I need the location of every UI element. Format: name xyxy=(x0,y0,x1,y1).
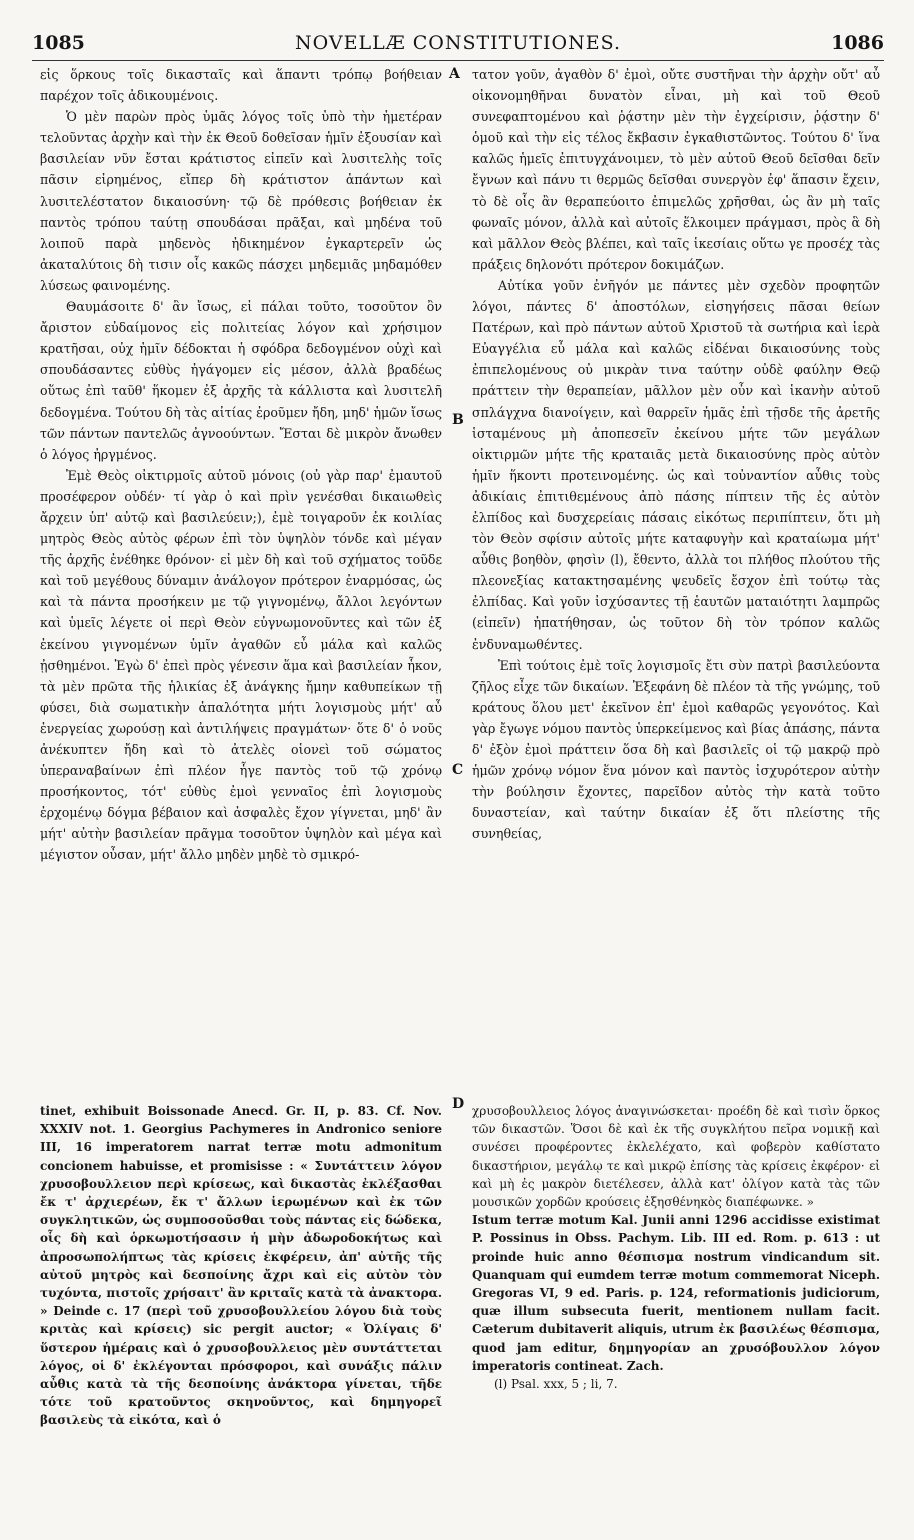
margin-letter-c: C xyxy=(452,762,464,778)
right-paragraph-1: τατον γοῦν, ἀγαθὸν δ' ἐμοὶ, οὔτε συστῆναι τὴν ἀρχὴν οὔτ' αὖ οἰκονομηθῆναι δυνατὸν εἶναι, μὴ καὶ τοῦ Θεοῦ συνεφαπτομένου καὶ ῥᾴστην μὲν τὴν ἐγχείρισιν, ῥᾴστην δ' ὁμοῦ καὶ τὴν εἰς τέλος ἔκβασιν ἐγκαθιστῶντος. Τούτου δ' ἵνα καλῶς ἡμεῖς ἐπιτυγχάνοιμεν, τὸ μὲν αὐτοῦ Θεοῦ δεῖσθαι δεῖν ἔγνων καὶ πάνυ τι θερμῶς δεῖσθαι συνεργὸν ἐφ' ἅπασιν ἔχειν, τὸ δὲ οἷς ἂν θεραπεύοιτο ἐπιμελῶς χρῆσθαι, ὡς ἂν μὴ ταῖς φωναῖς μόνον, ἀλλὰ καὶ αὐτοῖς ἕλκοιμεν πράγμασι, πρὸς ἃ δὴ καὶ μᾶλλον Θεὸς βλέπει, καὶ ταῖς ἱκεσίαις οὕτω γε προσέχ τὰς πράξεις δηλονότι πρότερον δοκιμάζων. xyxy=(472,67,880,272)
page-number-left: 1085 xyxy=(32,32,85,54)
left-paragraph-3: Θαυμάσοιτε δ' ἂν ἴσως, εἰ πάλαι τοῦτο, τοσοῦτον ὂν ἄριστον εὐδαίμονος εἰς πολιτείας λόγον καὶ χρήσιμον κρατῆσαι, οὐχ ἡμῖν δέδοκται ἡ σφόδρα δεδογμένον οὐχὶ καὶ σπουδάσαντες εὐθὺς ἠγάγομεν εἰς μέσον, ἀλλὰ βραδέως οὕτως ἐπὶ ταῦθ' ἥκομεν ἐξ ἀρχῆς τὰ κάλλιστα καὶ λυσιτελῆ δεδογμένα. Τούτου δὴ τὰς αἰτίας ἐροῦμεν ἤδη, μηδ' ἡμῶν ἴσως τῶν πάντων παντελῶς ἀγνοούντων. Ἔσται δὲ μικρὸν ἄνωθεν ὁ λόγος ἠργμένος. xyxy=(40,299,442,462)
footnote-reference: (l) Psal. xxx, 5 ; li, 7. xyxy=(494,1377,618,1392)
right-column xyxy=(472,64,880,844)
left-paragraph-2: Ὁ μὲν παρὼν πρὸς ὑμᾶς λόγος τοῖς ὑπὸ τὴν ἡμετέραν τελοῦντας ἀρχὴν καὶ τὴν ἐκ Θεοῦ δοθεῖσαν ἡμῖν ἐξουσίαν καὶ βασιλείαν νῦν ἔσται κράτιστος εἰπεῖν καὶ λυσιτελὴς τοῖς πᾶσιν εἰρημένος, εἴπερ δὴ κράτιστον ἁπάντων καὶ λυσιτελέστατον δικαιοσύνη· τῷ δὲ πρόθεσις βοήθειαν ἐκ παντὸς τρόπου ταύτῃ σπουδάσαι πρᾶξαι, καὶ μηδένα τοῦ λοιποῦ παρὰ μηδενὸς ἠδικημένον ἐγκαρτερεῖν ὡς ἀκαταλύτοις δὴ τισιν οἷς κακῶς πάσχει μηδεμιᾶς μηδαμόθεν λύσεως φαινομένης. xyxy=(40,109,442,293)
margin-letter-d: D xyxy=(452,1096,465,1112)
footnotes-left xyxy=(40,1102,442,1430)
page-number-right: 1086 xyxy=(831,32,884,54)
right-paragraph-3: Ἐπὶ τούτοις ἐμὲ τοῖς λογισμοῖς ἔτι σὺν πατρὶ βασιλεύοντα ζῆλος εἶχε τῶν δικαίων. Ἐξεφάνη δὲ πλέον τὰ τῆς γνώμης, τοῦ κράτους ὅλου μετ' ἐκεῖνον ἐπ' ἐμοὶ καθαρῶς γεγονότος. Καὶ γὰρ ἔγωγε νόμου παντὸς ὑπερκείμενος καὶ βίας ἁπάσης, πάντα δ' ἐξὸν ἐμοὶ πράττειν ὅσα δὴ καὶ βασιλεῖς οἱ τῷ μακρῷ πρὸ ἡμῶν χρόνῳ νόμον ἕνα μόνον καὶ παντὸς ἰσχυρότερον αὐτὴν τὴν βούλησιν ἔχοντες, παρεῖδον αὐτὸς τὴν κατὰ τοῦτο δυναστείαν, καὶ ταύτην δικαίαν ἐξ ὅτι πλείστης τῆς συνηθείας, xyxy=(472,657,880,842)
left-paragraph-1: εἰς ὅρκους τοῖς δικασταῖς καὶ ἅπαντι τρόπῳ βοήθειαν παρέχον τοῖς ἀδικουμένοις. xyxy=(40,67,442,104)
running-title: NOVELLÆ CONSTITUTIONES. xyxy=(295,32,621,54)
left-paragraph-4: Ἐμὲ Θεὸς οἰκτιρμοῖς αὐτοῦ μόνοις (οὐ γὰρ παρ' ἐμαυτοῦ προσέφερον οὐδέν· τί γὰρ ὁ καὶ πρὶν γενέσθαι δικαιωθεὶς ἄρχειν ὑπ' αὐτῷ καὶ βασιλεύειν;), ἐμὲ τοιγαροῦν ἐκ κοιλίας μητρὸς Θεὸς αὐτὸς φέρων ἐπὶ τὸν ὑψηλὸν τόνδε καὶ μέγαν τῆς ἀρχῆς ἐνέθηκε θρόνον· εἰ μὲν δὴ καὶ τοῦ σχήματος τοῦδε καὶ τοῦ μεγέθους δύναμιν ἀνάλογον πρότερον ἐναρμόσας, ὡς καὶ τὰ πάντα προσήκειν με τῷ γιγνομένῳ, ἄλλοι λεγόντων καὶ ὑμεῖς λέγετε οἱ περὶ Θεὸν εὐγνωμονοῦντες καὶ τῶν ἐξ ἐκείνου γιγνομένων ὑμῖν ἀγαθῶν εὖ μάλα καὶ καλῶς ᾐσθημένοι. Ἐγὼ δ' ἐπεὶ πρὸς γένεσιν ἅμα καὶ βασιλείαν ἧκον, τὰ μὲν πρῶτα τῆς ἡλικίας ἐξ ἀνάγκης ἤμην καθυπείκων τῇ φύσει, διὰ σωματικὴν ἁπαλότητα μήτι λογισμοὺς μήτ' αὖ ἐνεργείας χωρούσῃ καὶ ἀντιλήψεις πραγμάτων· ὅτε δ' ὁ νοῦς ἀνέκυπτεν ἤδη καὶ τὸ ἀτελὲς οἱονεὶ τοῦ σώματος ὑπεραναβαίνων ἐπὶ πλέον ἧγε παντὸς τοῦ τῷ χρόνῳ προσήκοντος, τότ' εὐθὺς ἐμοὶ γενναῖος ἐπὶ λογισμοὺς ἐρχομένῳ δόγμα βέβαιον καὶ ἀσφαλὲς ἔχον γίγνεται, μηδ' ἂν μήτ' αὐτὴν βασιλείαν πρᾶγμα τοσοῦτον ὑψηλὸν καὶ μέγα καὶ μέγιστον οὖσαν, μήτ' ἄλλο μηδὲν μηδὲ τὸ σμικρό- xyxy=(40,467,442,863)
page-header xyxy=(32,30,884,61)
footnote-right-greek: χρυσοβουλλειος λόγος ἀναγινώσκεται· προέδη δὲ καὶ τισὶν ὅρκος τῶν δικαστῶν. Ὅσοι δὲ καὶ ἐκ τῆς συγκλήτου πεῖρα νομικῇ καὶ συνέσει προφέροντες ἐκλελέχατο, καὶ φοβερὸν καθίστατο δικαστήριον, μεγάλῳ τε καὶ μικρῷ ἐπίσης τὰς κρίσεις ἐκφέρον· εἰ καὶ μὴ ἐς μακρὸν διετέλεσεν, ἀλλὰ κατ' ὀλίγον κατὰ τὰς τῶν μουσικῶν χορδῶν κρούσεις ἐξησθένηκὸς διαπέφωνκε. » xyxy=(472,1104,880,1210)
left-column xyxy=(40,64,442,866)
footnotes-right xyxy=(472,1102,880,1393)
margin-letter-a: A xyxy=(449,66,460,82)
margin-letter-b: B xyxy=(452,412,464,428)
right-paragraph-2: Αὐτίκα γοῦν ἐνῆγόν με πάντες μὲν σχεδὸν προφητῶν λόγοι, πάντες δ' ἀποστόλων, εἰσηγήσεις πᾶσαι θείων Πατέρων, καὶ πρὸ πάντων αὐτοῦ Χριστοῦ τὰ σωτήρια καὶ ἱερὰ Εὐαγγέλια εὖ μάλα καὶ καλῶς εἰδέναι δικαιοσύνης τοὺς ἐπιπελομένους οὐ μικρὰν τινα ταύτην οὐδὲ φαύλην Θεῷ πράττειν τὴν θεραπείαν, μᾶλλον μὲν οὖν καὶ ἱκανὴν αὐτοῦ σπλάγχνα διανοίγειν, καὶ θαρρεῖν ἡμᾶς ἐπὶ τῇσδε τῆς ἀρετῆς ἱσταμένους μὴ ἀποπεσεῖν ἐκείνου μήτε τῶν μεγάλων οἰκτιρμῶν μήτε τῆς κραταιᾶς μετὰ δικαιοσύνης πρὸς αὐτὸν ἡμῖν ἥκοντι προτεινομένης. ὡς καὶ τοὐναντίον αὖθις τοὺς ἀδικίαις ἐπιτιθεμένους ἀπὸ πάσης πίπτειν τῆς ἐς αὐτὸν ἐλπίδος καὶ δυσχερείαις πάσαις εἰκότως περιπίπτειν, ὅτι μὴ τὸν Θεὸν σφίσιν αὐτοῖς μήτε καταφυγὴν καὶ κραταίωμα μήτ' αὖθις βοηθὸν, φησὶν (l), ἔθεντο, ἀλλὰ τοι πλήθος πλούτου τῆς πλεονεξίας κατακτησαμένης ψευδεῖς ἔσχον ἐπὶ τούτῳ τὰς ἐλπίδας. Καὶ γοῦν ἰσχύσαντες τῇ ἑαυτῶν ματαιότητι λαμπρῶς (εἰπεῖν) ἠπατήθησαν, ὡς τοῦτον δὴ τὸν τρόπον καλῶς ἐνδυναμωθέντες. xyxy=(472,277,880,652)
footnote-right-latin: Istum terræ motum Kal. Junii anni 1296 accidisse existimat P. Possinus in Obss. Pachym. Lib. III ed. Rom. p. 613 : ut proinde huic anno θέσπισμα nostrum vindicandum sit. Quanquam qui eumdem terræ motum commemorat Niceph. Gregoras VI, 9 ed. Paris. p. 124, reformationis judiciorum, quæ illum subsecuta fuerit, mentionem nullam facit. Cæterum dubitaverit aliquis, utrum ἐκ βασιλέως θέσπισμα, quod jam editur, δημηγορίαν an χρυσόβουλλον λόγον imperatoris contineat. Zach. xyxy=(472,1213,880,1373)
footnote-left-text: tinet, exhibuit Boissonade Anecd. Gr. II, p. 83. Cf. Nov. XXXIV not. 1. Georgius Pachymeres in Andronico seniore III, 16 imperatorem narrat terræ motu admonitum concionem habuisse, et promisisse : « Συντάττειν λόγον χρυσοβουλλειον περὶ κρίσεως, καὶ δικαστὰς ἐκλέξασθαι ἔκ τ' ἀρχιερέων, ἔκ τ' ἄλλων ἱερωμένων καὶ ἐκ τῶν συγκλητικῶν, ὡς συμποσοῦσθαι τοὺς πάντας εἰς δώδεκα, οἷς δὴ καὶ ὁρκωμοτήσασιν ἡ μὴν ἀδωροδοκήτως καὶ ἀπροσωπολήπτως τὰς κρίσεις ἐκφέρειν, ἀπ' αὐτῆς τῆς αὐτοῦ μητρὸς καὶ δεσποίνης ἄχρι καὶ εἰς αὐτὸν τὸν τυχόντα, πιστοῖς χρήσαιτ' ἂν κριταῖς κατὰ τὰ ἀνακτορα. » Deinde c. 17 (περὶ τοῦ χρυσοβουλλείου λόγου διὰ τοὺς κριτὰς καὶ κρίσεις) sic pergit auctor; « Ὀλίγαις δ' ὕστερον ἡμέραις καὶ ὁ χρυσοβουλλειος μὲν συντάττεται λόγος, οἱ δ' ἐκλέγονται πρόσφοροι, καὶ συνάξις πάλιν αὖθις κατὰ τὰ τῆς δεσποίνης ἀνάκτορα γίνεται, τῆδε τότε τοῦ κρατοῦντος σκηνοῦντος, καὶ δημηγορεῖ βασιλεὺς τὰ εἰκότα, καὶ ὁ xyxy=(40,1104,442,1428)
